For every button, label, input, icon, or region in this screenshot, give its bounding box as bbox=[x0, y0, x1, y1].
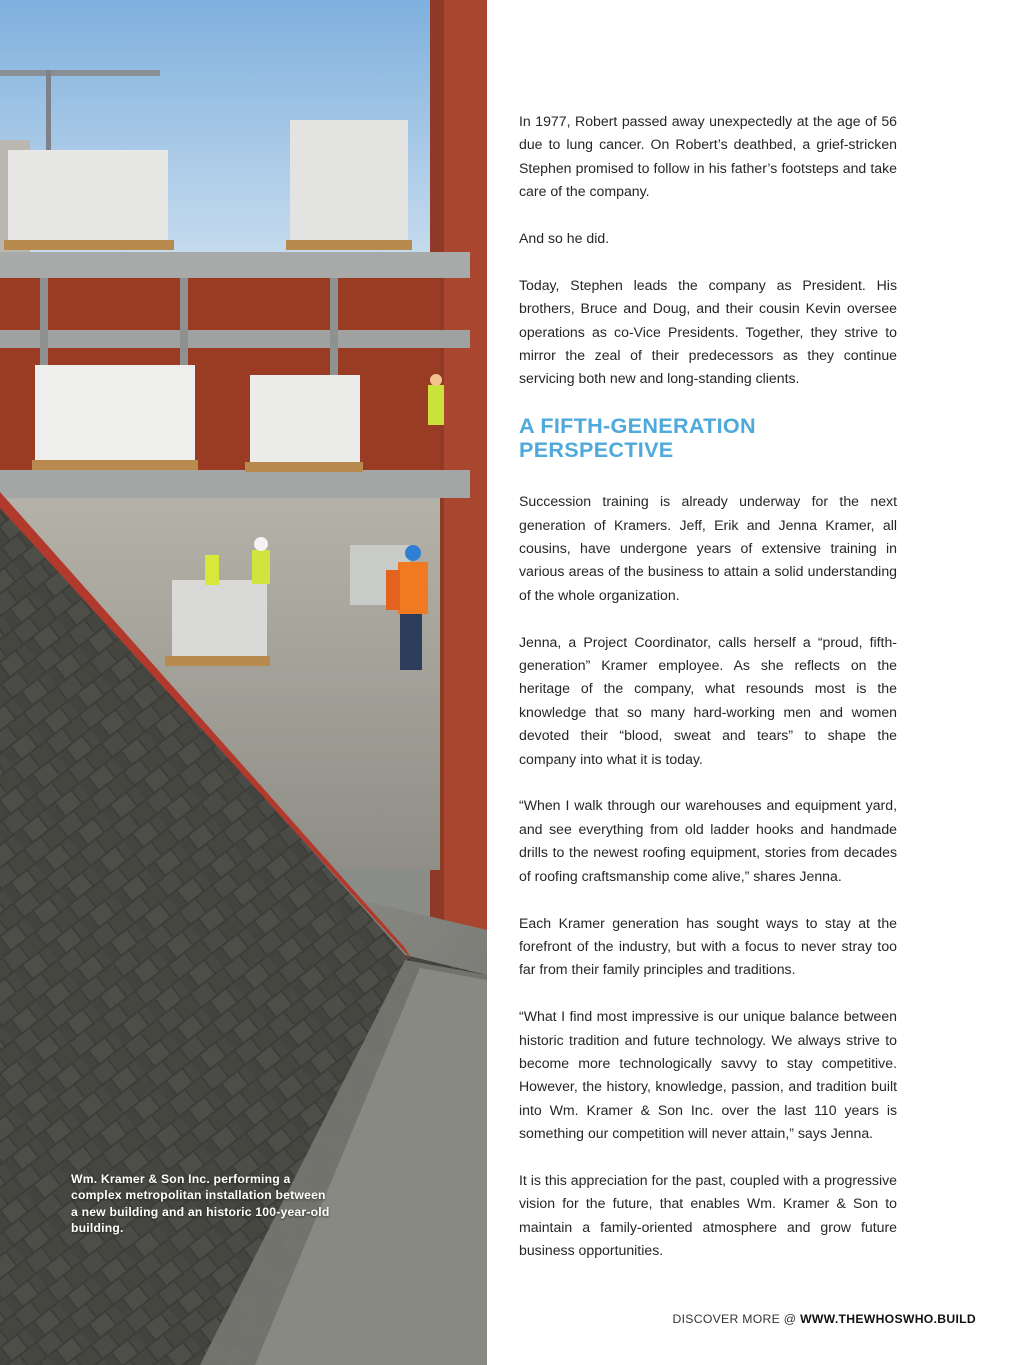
construction-photo bbox=[0, 0, 487, 1365]
paragraph: In 1977, Robert passed away unexpectedly at the age of 56 due to lung cancer. On Robert’s deathbed, a grief-stricken Stephen promised to follow in his father’s footsteps and take care of the company. bbox=[519, 113, 897, 200]
steel-beam-upper bbox=[0, 252, 470, 278]
footer-prefix: DISCOVER MORE @ bbox=[672, 1312, 801, 1326]
crane-jib bbox=[0, 70, 160, 76]
section-heading: A FIFTH-GENERATION PERSPECTIVE bbox=[519, 413, 756, 463]
paragraph: Jenna, a Project Coordinator, calls herself a “proud, fifth-generation” Kramer employee. As she reflects on the heritage of the company, what resounds most is the knowledge that so many hard-working men and women devoted their “blood, sweat and tears” to shape the company into what it is today. bbox=[519, 633, 897, 767]
paragraph: Today, Stephen leads the company as President. His brothers, Bruce and Doug, and their cousin Kevin oversee operations as co-Vice Presidents. Together, they strive to mirror the zeal of their predecessors as they continue servicing both new and long-standing clients. bbox=[519, 276, 897, 387]
steel-beam-lower bbox=[0, 470, 470, 498]
paragraph: Succession training is already underway for the next generation of Kramers. Jeff, Erik and Jenna Kramer, all cousins, have undergone years of extensive training in various areas of the business to attain a solid understanding of the whole organization. bbox=[519, 493, 897, 603]
footer bbox=[673, 1312, 976, 1326]
photo-caption: Wm. Kramer & Son Inc. performing a complex metropolitan installation between a new building and an historic 100-year-old building. bbox=[71, 1172, 330, 1235]
article-body bbox=[519, 110, 897, 1286]
footer-url-link[interactable]: WWW.THEWHOSWHO.BUILD bbox=[800, 1312, 976, 1326]
paragraph: And so he did. bbox=[519, 230, 610, 247]
paragraph: It is this appreciation for the past, coupled with a progressive vision for the future, that enables Wm. Kramer & Son to maintain a family-oriented atmosphere and grow future business opportunities. bbox=[519, 1171, 897, 1259]
paragraph: Each Kramer generation has sought ways to stay at the forefront of the industry, but with a focus to never stray too far from their family principles and traditions. bbox=[519, 914, 897, 978]
paragraph: “What I find most impressive is our unique balance between historic tradition and future technology. We always strive to become more technologically savvy to stay competitive. However, the history, knowledge, passion, and tradition built into Wm. Kramer & Son Inc. over the last 110 years is something our competition will never attain,” says Jenna. bbox=[519, 1008, 897, 1142]
paragraph: “When I walk through our warehouses and equipment yard, and see everything from old ladder hooks and handmade drills to the newest roofing equipment, stories from decades of roofing craftsmanship come alive,” shares Jenna. bbox=[519, 797, 897, 884]
